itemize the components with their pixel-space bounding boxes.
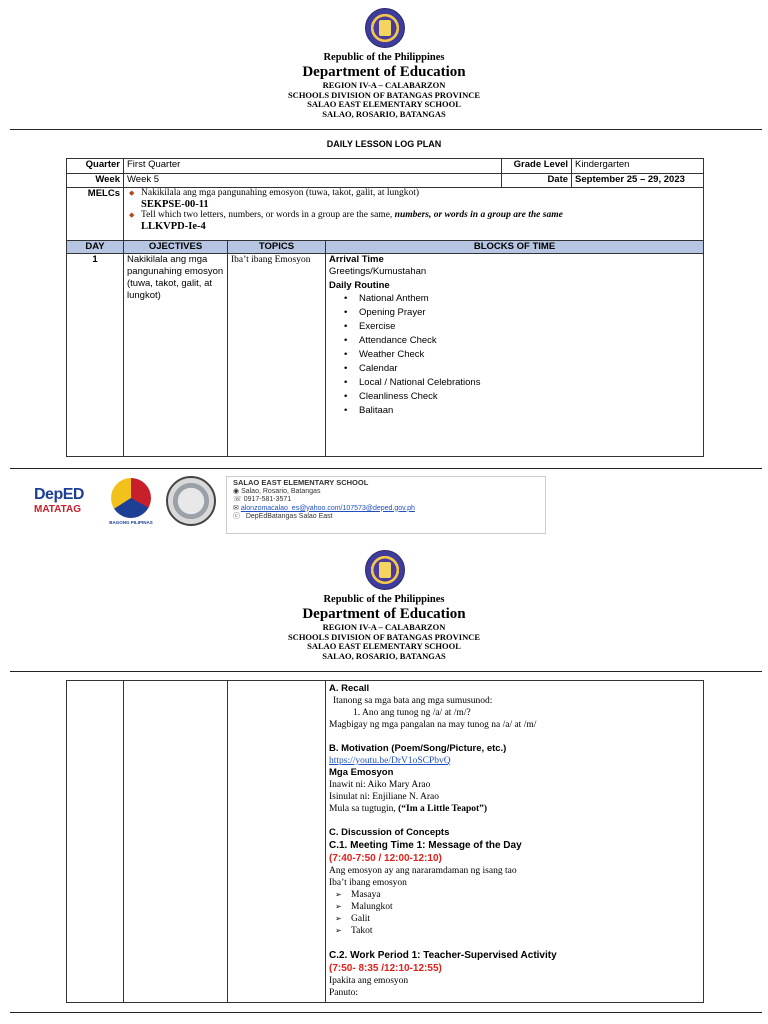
recall-text-2: Magbigay ng mga pangalan na may tunog na /a/ at /m/	[329, 720, 537, 730]
list-item: ➢ Malungkot	[329, 901, 700, 913]
song-writer: Isinulat ni: Enjiliane N. Arao	[329, 792, 440, 802]
department-line-2: Department of Education	[302, 606, 466, 622]
footer-divider	[10, 468, 762, 469]
melc-item-1	[127, 188, 700, 199]
deped-wordmark: DepED	[34, 486, 84, 503]
footer-phone-text: 0917-581-3571	[243, 496, 292, 503]
arrival-text: Greetings/Kumustahan	[329, 266, 427, 277]
col-topics: TOPICS	[228, 241, 326, 254]
footer-address-text: Salao, Rosario, Batangas	[241, 487, 321, 495]
list-item: ➢ Takot	[329, 925, 700, 937]
week-value: Week 5	[124, 174, 502, 188]
footer-contact-box	[226, 476, 546, 534]
bagong-pilipinas-text: BAGONG PILIPINAS	[109, 520, 153, 525]
objective-cell: Nakikilala ang mga pangunahing emosyon (tuwa, takot, galit, at lungkot)	[124, 254, 228, 457]
recall-title: A. Recall	[329, 683, 370, 694]
col-blocks-of-time: BLOCKS OF TIME	[326, 241, 704, 254]
list-item: • Attendance Check	[329, 334, 700, 348]
deped-matatag-logo	[34, 486, 92, 530]
phone-icon: ☏	[233, 496, 242, 503]
footer-email	[227, 505, 545, 514]
division-line: SCHOOLS DIVISION OF BATANGAS PROVINCE	[287, 89, 481, 100]
c1-time: (7:40-7:50 / 12:00-12:10)	[329, 853, 442, 864]
doc-title: DAILY LESSON LOG PLAN	[326, 139, 442, 149]
song-title: Mga Emosyon	[329, 767, 394, 778]
quarter-label: Quarter	[67, 159, 124, 174]
facebook-icon: ⓒ	[233, 513, 240, 520]
arrival-title: Arrival Time	[329, 254, 384, 265]
melc-1-text: Nakikilala ang mga pangunahing emosyon (tuwa, takot, galit, at lungkot)	[141, 188, 420, 198]
matatag-wordmark: MATATAG	[34, 504, 82, 515]
objective-cell-continued	[124, 681, 228, 1003]
page2-header	[0, 594, 768, 661]
page1-header	[0, 52, 768, 119]
col-day: DAY	[67, 241, 124, 254]
division-line-2: SCHOOLS DIVISION OF BATANGAS PROVINCE	[287, 631, 481, 642]
address-line-2: SALAO, ROSARIO, BATANGAS	[322, 650, 446, 661]
blocks-cell	[326, 254, 704, 457]
list-item: • Balitaan	[329, 404, 700, 418]
address-line: SALAO, ROSARIO, BATANGAS	[322, 108, 446, 119]
list-item: • Weather Check	[329, 348, 700, 362]
song-source-title: (“Im a Little Teapot”)	[398, 804, 488, 814]
school-line: SALAO EAST ELEMENTARY SCHOOL	[307, 99, 461, 109]
day-number: 1	[67, 254, 124, 457]
col-objectives: OJECTIVES	[124, 241, 228, 254]
c2-time: (7:50- 8:35 /12:10-12:55)	[329, 963, 442, 974]
melc-2-text: Tell which two letters, numbers, or words in a group are the same,	[141, 210, 395, 220]
school-seal-logo	[166, 476, 216, 526]
list-item: • National Anthem	[329, 292, 700, 306]
recall-text: Itanong sa mga bata ang mga sumusunod:	[333, 696, 493, 706]
footer-divider-2	[10, 1012, 762, 1013]
footer-address	[227, 488, 545, 497]
date-value: September 25 – 29, 2023	[572, 174, 704, 188]
quarter-value: First Quarter	[124, 159, 502, 174]
week-label: Week	[67, 174, 124, 188]
grade-label: Grade Level	[502, 159, 572, 174]
republic-line: Republic of the Philippines	[323, 52, 445, 63]
region-line: REGION IV-A – CALABARZON	[322, 80, 446, 90]
c1-title: C.1. Meeting Time 1: Message of the Day	[329, 840, 522, 851]
song-source-text: Mula sa tugtugin,	[329, 804, 399, 814]
grade-value: Kindergarten	[572, 159, 704, 174]
list-item: • Calendar	[329, 362, 700, 376]
c1-text-2: Iba’t ibang emosyon	[329, 878, 407, 888]
header-divider-2	[10, 671, 762, 672]
melc-2-code: LLKVPD-Ie-4	[141, 221, 206, 232]
department-line: Department of Education	[302, 64, 466, 80]
list-item: • Opening Prayer	[329, 306, 700, 320]
melc-2-emphasis: numbers, or words in a group are the same	[394, 210, 563, 220]
republic-line-2: Republic of the Philippines	[323, 594, 445, 605]
bagong-pilipinas-logo	[104, 478, 158, 532]
footer-school-name: SALAO EAST ELEMENTARY SCHOOL	[233, 478, 369, 487]
recall-question: 1. Ano ang tunog ng /a/ at /m/?	[353, 708, 471, 718]
footer-facebook	[227, 513, 545, 522]
melcs-cell	[124, 188, 704, 241]
school-line-2: SALAO EAST ELEMENTARY SCHOOL	[307, 641, 461, 651]
song-singer: Inawit ni: Aiko Mary Arao	[329, 780, 431, 790]
email-icon: ✉	[233, 504, 239, 512]
date-label: Date	[502, 174, 572, 188]
region-line-2: REGION IV-A – CALABARZON	[322, 622, 446, 632]
footer-phone	[227, 496, 545, 505]
topic-cell-continued	[228, 681, 326, 1003]
motivation-title: B. Motivation (Poem/Song/Picture, etc.)	[329, 743, 507, 754]
footer-facebook-text: DepEdBatangas Salao East	[245, 513, 333, 520]
motivation-video-link[interactable]: https://youtu.be/DrV1oSCPbvQ	[329, 756, 451, 766]
location-pin-icon: ◉	[233, 487, 240, 495]
melc-item-2	[127, 210, 700, 221]
lesson-log-table-continued	[66, 680, 704, 1003]
list-item: • Cleanliness Check	[329, 390, 700, 404]
list-item: ➢ Masaya	[329, 889, 700, 901]
school-footer	[34, 474, 546, 536]
discussion-title: C. Discussion of Concepts	[329, 827, 450, 838]
deped-seal-logo	[365, 8, 405, 48]
footer-email-link[interactable]: alonzomacalao_es@yahoo.com/107573@deped.gov.ph	[240, 504, 415, 512]
list-item: • Exercise	[329, 320, 700, 334]
activities-cell	[326, 681, 704, 1003]
lesson-log-table	[66, 158, 704, 457]
header-divider	[10, 129, 762, 130]
routine-title: Daily Routine	[329, 280, 390, 291]
deped-seal-logo-2	[365, 550, 405, 590]
c2-text-1: Ipakita ang emosyon	[329, 976, 409, 986]
topic-cell: Iba’t ibang Emosyon	[228, 254, 326, 457]
c1-text-1: Ang emosyon ay ang nararamdaman ng isang tao	[329, 866, 517, 876]
melc-1-code: SEKPSE-00-11	[141, 199, 209, 210]
melcs-label: MELCs	[67, 188, 124, 241]
c2-title: C.2. Work Period 1: Teacher-Supervised Activity	[329, 950, 557, 961]
list-item: • Local / National Celebrations	[329, 376, 700, 390]
day-cell-continued	[67, 681, 124, 1003]
list-item: ➢ Galit	[329, 913, 700, 925]
c2-text-2: Panuto:	[329, 988, 359, 998]
song-source	[329, 803, 700, 815]
